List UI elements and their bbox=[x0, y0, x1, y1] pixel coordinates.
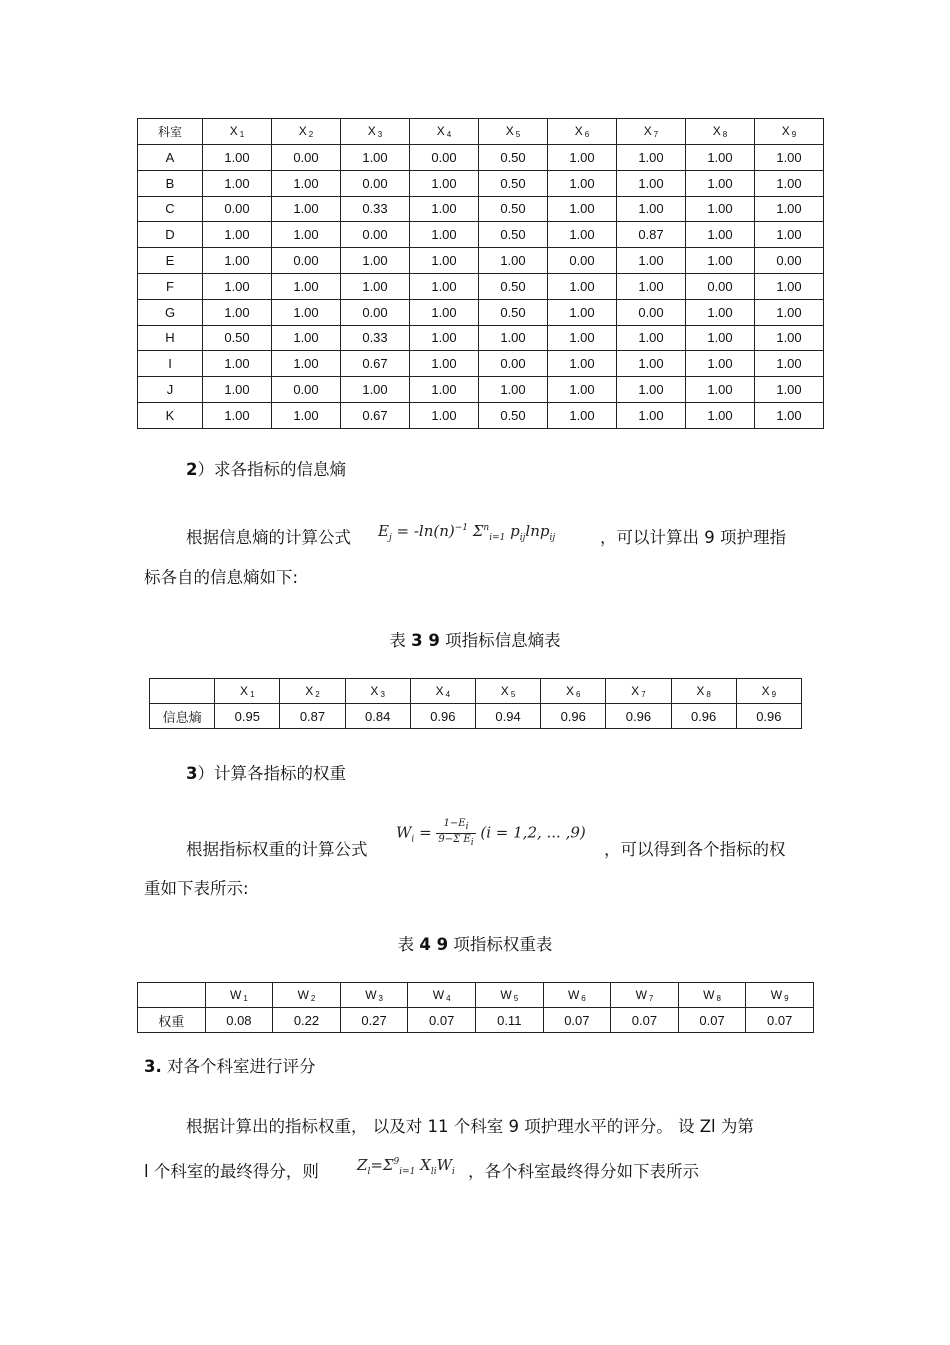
table-cell: 1.00 bbox=[341, 145, 410, 171]
table-cell: 1.00 bbox=[410, 377, 479, 403]
table-header-row bbox=[138, 983, 814, 1008]
table-cell: 0.96 bbox=[606, 704, 671, 729]
header-cell-indicator: W $_4$ bbox=[408, 983, 476, 1008]
table-cell: 0.00 bbox=[341, 170, 410, 196]
table-cell: 1.00 bbox=[203, 273, 272, 299]
table-row bbox=[138, 196, 824, 222]
header-cell-indicator: X $_7$ bbox=[606, 679, 671, 704]
table-cell: 0.95 bbox=[215, 704, 280, 729]
header-cell-indicator: W $_3$ bbox=[340, 983, 408, 1008]
table-cell: 1.00 bbox=[686, 402, 755, 428]
table-cell: 1.00 bbox=[203, 248, 272, 274]
table-cell: 1.00 bbox=[686, 377, 755, 403]
table-row bbox=[138, 325, 824, 351]
table-cell: 1.00 bbox=[410, 402, 479, 428]
table-cell: 1.00 bbox=[203, 402, 272, 428]
table-cell: 1.00 bbox=[548, 299, 617, 325]
header-cell-indicator: X $_2$ bbox=[280, 679, 345, 704]
table-cell: 1.00 bbox=[617, 273, 686, 299]
table-row bbox=[138, 299, 824, 325]
entropy-formula: $E_j = -\ln(n)^{-1}$ $\Sigma^n_{i=1}$ $p_{ij}\ln p_{ij}$ bbox=[378, 522, 556, 543]
header-cell-indicator: W $_5$ bbox=[475, 983, 543, 1008]
header-cell-indicator: W $_8$ bbox=[678, 983, 746, 1008]
table-cell: 0.00 bbox=[272, 377, 341, 403]
section-heading-entropy: 2）求各指标的信息熵 bbox=[186, 460, 346, 479]
table-row bbox=[138, 351, 824, 377]
table-cell: 1.00 bbox=[755, 299, 824, 325]
table-cell: 1.00 bbox=[479, 377, 548, 403]
table-cell: 1.00 bbox=[686, 170, 755, 196]
table-cell: 0.27 bbox=[340, 1008, 408, 1033]
table-cell: 1.00 bbox=[617, 377, 686, 403]
table-cell: 1.00 bbox=[410, 222, 479, 248]
header-cell-label: 科室 bbox=[138, 119, 203, 145]
table-cell: 0.50 bbox=[479, 273, 548, 299]
table-cell: 1.00 bbox=[617, 145, 686, 171]
header-cell-indicator: X $_9$ bbox=[755, 119, 824, 145]
table-cell: 1.00 bbox=[410, 170, 479, 196]
header-cell-indicator: X $_1$ bbox=[203, 119, 272, 145]
table-cell: 0.67 bbox=[341, 402, 410, 428]
table-cell: 0.00 bbox=[617, 299, 686, 325]
header-cell-indicator: X $_8$ bbox=[686, 119, 755, 145]
table-cell: 1.00 bbox=[410, 248, 479, 274]
row-label-cell: E bbox=[138, 248, 203, 274]
weights-paragraph-line2: 重如下表所示: bbox=[144, 879, 249, 898]
row-label-weight: 权重 bbox=[138, 1008, 206, 1033]
scoring-paragraph-line1: 根据计算出的指标权重， 以及对 11 个科室 9 项护理水平的评分。 设 Zl 为第 bbox=[186, 1117, 754, 1136]
table-cell: 0.50 bbox=[479, 222, 548, 248]
table-cell: 1.00 bbox=[548, 325, 617, 351]
table-cell: 0.07 bbox=[408, 1008, 476, 1033]
header-cell-indicator: X $_5$ bbox=[479, 119, 548, 145]
table-cell: 1.00 bbox=[755, 402, 824, 428]
header-cell-indicator: W $_6$ bbox=[543, 983, 611, 1008]
header-cell-indicator: W $_2$ bbox=[273, 983, 341, 1008]
entropy-table bbox=[149, 678, 802, 729]
table-cell: 1.00 bbox=[548, 222, 617, 248]
table-cell: 1.00 bbox=[272, 299, 341, 325]
table-cell: 1.00 bbox=[203, 377, 272, 403]
table-cell: 1.00 bbox=[755, 351, 824, 377]
table-cell: 1.00 bbox=[341, 273, 410, 299]
table-cell: 1.00 bbox=[203, 145, 272, 171]
row-label-cell: G bbox=[138, 299, 203, 325]
row-label-cell: H bbox=[138, 325, 203, 351]
table-cell: 1.00 bbox=[203, 351, 272, 377]
table-row bbox=[138, 170, 824, 196]
table-cell: 1.00 bbox=[617, 170, 686, 196]
header-cell-indicator: X $_5$ bbox=[475, 679, 540, 704]
table-cell: 0.50 bbox=[479, 196, 548, 222]
row-label-cell: C bbox=[138, 196, 203, 222]
table-cell: 1.00 bbox=[686, 145, 755, 171]
header-cell-indicator: X $_4$ bbox=[410, 679, 475, 704]
table-body bbox=[138, 145, 824, 429]
table-cell: 1.00 bbox=[341, 377, 410, 403]
table-header-row bbox=[138, 119, 824, 145]
header-cell-indicator: X $_4$ bbox=[410, 119, 479, 145]
table-cell: 1.00 bbox=[617, 351, 686, 377]
table-cell: 1.00 bbox=[755, 377, 824, 403]
table-cell: 0.00 bbox=[686, 273, 755, 299]
table-cell: 0.00 bbox=[479, 351, 548, 377]
header-cell-indicator: X $_6$ bbox=[548, 119, 617, 145]
weights-formula: $W_i$ = $\frac{1-E_i}{9-\Sigma E_i}$ (i = 1,2, ... ,9) bbox=[396, 818, 586, 848]
row-label-cell: B bbox=[138, 170, 203, 196]
header-cell-indicator: W $_9$ bbox=[746, 983, 814, 1008]
table-cell: 0.96 bbox=[541, 704, 606, 729]
section-heading-scoring: 3. 对各个科室进行评分 bbox=[144, 1057, 316, 1076]
table-cell: 1.00 bbox=[203, 299, 272, 325]
table-row bbox=[138, 377, 824, 403]
table-cell: 1.00 bbox=[410, 196, 479, 222]
table-cell: 0.00 bbox=[410, 145, 479, 171]
table-cell: 0.07 bbox=[678, 1008, 746, 1033]
table-cell: 0.08 bbox=[205, 1008, 273, 1033]
header-cell-label bbox=[150, 679, 215, 704]
table-cell: 0.50 bbox=[479, 170, 548, 196]
table-cell: 1.00 bbox=[686, 196, 755, 222]
table-cell: 0.11 bbox=[475, 1008, 543, 1033]
table-cell: 0.50 bbox=[479, 145, 548, 171]
header-cell-indicator: X $_1$ bbox=[215, 679, 280, 704]
table-row bbox=[150, 704, 802, 729]
header-cell-indicator: X $_6$ bbox=[541, 679, 606, 704]
table-header-row bbox=[150, 679, 802, 704]
table-cell: 1.00 bbox=[272, 402, 341, 428]
scoring-paragraph-line2-end: ，各个科室最终得分如下表所示 bbox=[468, 1162, 699, 1181]
table-cell: 1.00 bbox=[617, 325, 686, 351]
table-cell: 1.00 bbox=[410, 351, 479, 377]
table-cell: 0.00 bbox=[203, 196, 272, 222]
table-cell: 0.96 bbox=[736, 704, 801, 729]
table-cell: 0.33 bbox=[341, 325, 410, 351]
table-cell: 1.00 bbox=[548, 170, 617, 196]
table-cell: 1.00 bbox=[686, 299, 755, 325]
weights-paragraph-line1: 根据指标权重的计算公式 bbox=[186, 840, 368, 859]
table-cell: 0.33 bbox=[341, 196, 410, 222]
table-cell: 0.96 bbox=[410, 704, 475, 729]
table-cell: 1.00 bbox=[755, 222, 824, 248]
table-cell: 0.00 bbox=[548, 248, 617, 274]
header-cell-indicator: X $_3$ bbox=[341, 119, 410, 145]
table-cell: 1.00 bbox=[272, 351, 341, 377]
table-cell: 0.87 bbox=[280, 704, 345, 729]
header-cell-indicator: W $_1$ bbox=[205, 983, 273, 1008]
table-cell: 0.07 bbox=[543, 1008, 611, 1033]
score-matrix-table bbox=[137, 118, 824, 429]
table-cell: 1.00 bbox=[548, 196, 617, 222]
scoring-formula: $Z_l=\Sigma^9_{i=1}$ $X_{li}W_i$ bbox=[357, 1156, 455, 1177]
table-row bbox=[138, 402, 824, 428]
table-cell: 1.00 bbox=[548, 145, 617, 171]
table-cell: 0.00 bbox=[341, 222, 410, 248]
table-cell: 1.00 bbox=[272, 325, 341, 351]
header-cell-indicator: X $_8$ bbox=[671, 679, 736, 704]
table-cell: 1.00 bbox=[755, 145, 824, 171]
table-cell: 1.00 bbox=[272, 196, 341, 222]
table-row bbox=[138, 273, 824, 299]
table-cell: 0.50 bbox=[479, 402, 548, 428]
table-cell: 1.00 bbox=[410, 299, 479, 325]
table-cell: 1.00 bbox=[755, 325, 824, 351]
table-cell: 1.00 bbox=[686, 325, 755, 351]
table-caption-entropy: 表 3 9 项指标信息熵表 bbox=[389, 631, 561, 650]
table-row bbox=[138, 248, 824, 274]
table-cell: 1.00 bbox=[755, 170, 824, 196]
row-label-cell: J bbox=[138, 377, 203, 403]
table-row bbox=[138, 1008, 814, 1033]
table-cell: 1.00 bbox=[272, 222, 341, 248]
table-row bbox=[138, 222, 824, 248]
table-cell: 0.07 bbox=[746, 1008, 814, 1033]
entropy-paragraph-line1-end: ，可以计算出 9 项护理指 bbox=[600, 528, 786, 547]
table-cell: 1.00 bbox=[617, 402, 686, 428]
header-cell-indicator: W $_7$ bbox=[611, 983, 679, 1008]
table-cell: 1.00 bbox=[548, 402, 617, 428]
table-cell: 1.00 bbox=[686, 351, 755, 377]
table-cell: 1.00 bbox=[203, 222, 272, 248]
table-cell: 0.96 bbox=[671, 704, 736, 729]
header-cell-indicator: X $_3$ bbox=[345, 679, 410, 704]
table-cell: 1.00 bbox=[203, 170, 272, 196]
row-label-cell: D bbox=[138, 222, 203, 248]
header-cell-label bbox=[138, 983, 206, 1008]
header-cell-indicator: X $_2$ bbox=[272, 119, 341, 145]
row-label-cell: K bbox=[138, 402, 203, 428]
table-row bbox=[138, 145, 824, 171]
table-cell: 1.00 bbox=[479, 248, 548, 274]
row-label-entropy: 信息熵 bbox=[150, 704, 215, 729]
table-cell: 1.00 bbox=[548, 273, 617, 299]
row-label-cell: I bbox=[138, 351, 203, 377]
header-cell-indicator: X $_9$ bbox=[736, 679, 801, 704]
entropy-paragraph-line2: 标各自的信息熵如下: bbox=[144, 568, 299, 587]
section-heading-weights: 3）计算各指标的权重 bbox=[186, 764, 346, 783]
table-cell: 0.67 bbox=[341, 351, 410, 377]
table-cell: 1.00 bbox=[686, 248, 755, 274]
table-cell: 1.00 bbox=[617, 196, 686, 222]
table-cell: 1.00 bbox=[410, 325, 479, 351]
row-label-cell: F bbox=[138, 273, 203, 299]
table-cell: 0.94 bbox=[475, 704, 540, 729]
table-cell: 0.00 bbox=[755, 248, 824, 274]
table-cell: 0.07 bbox=[611, 1008, 679, 1033]
weights-paragraph-line1-end: ，可以得到各个指标的权 bbox=[604, 840, 786, 859]
row-label-cell: A bbox=[138, 145, 203, 171]
table-cell: 0.50 bbox=[203, 325, 272, 351]
scoring-paragraph-line2: l 个科室的最终得分，则 bbox=[144, 1162, 319, 1181]
table-cell: 0.00 bbox=[272, 145, 341, 171]
table-cell: 0.22 bbox=[273, 1008, 341, 1033]
entropy-paragraph-line1: 根据信息熵的计算公式 bbox=[186, 528, 351, 547]
table-cell: 1.00 bbox=[755, 196, 824, 222]
table-cell: 1.00 bbox=[548, 377, 617, 403]
table-cell: 0.87 bbox=[617, 222, 686, 248]
table-cell: 1.00 bbox=[686, 222, 755, 248]
table-cell: 0.00 bbox=[341, 299, 410, 325]
table-cell: 0.00 bbox=[272, 248, 341, 274]
header-cell-indicator: X $_7$ bbox=[617, 119, 686, 145]
table-cell: 1.00 bbox=[272, 273, 341, 299]
weights-table bbox=[137, 982, 814, 1033]
table-cell: 1.00 bbox=[410, 273, 479, 299]
table-cell: 1.00 bbox=[548, 351, 617, 377]
table-cell: 1.00 bbox=[341, 248, 410, 274]
table-cell: 1.00 bbox=[755, 273, 824, 299]
table-cell: 1.00 bbox=[479, 325, 548, 351]
table-cell: 1.00 bbox=[272, 170, 341, 196]
table-cell: 0.84 bbox=[345, 704, 410, 729]
table-cell: 1.00 bbox=[617, 248, 686, 274]
table-cell: 0.50 bbox=[479, 299, 548, 325]
table-caption-weights: 表 4 9 项指标权重表 bbox=[397, 935, 553, 954]
